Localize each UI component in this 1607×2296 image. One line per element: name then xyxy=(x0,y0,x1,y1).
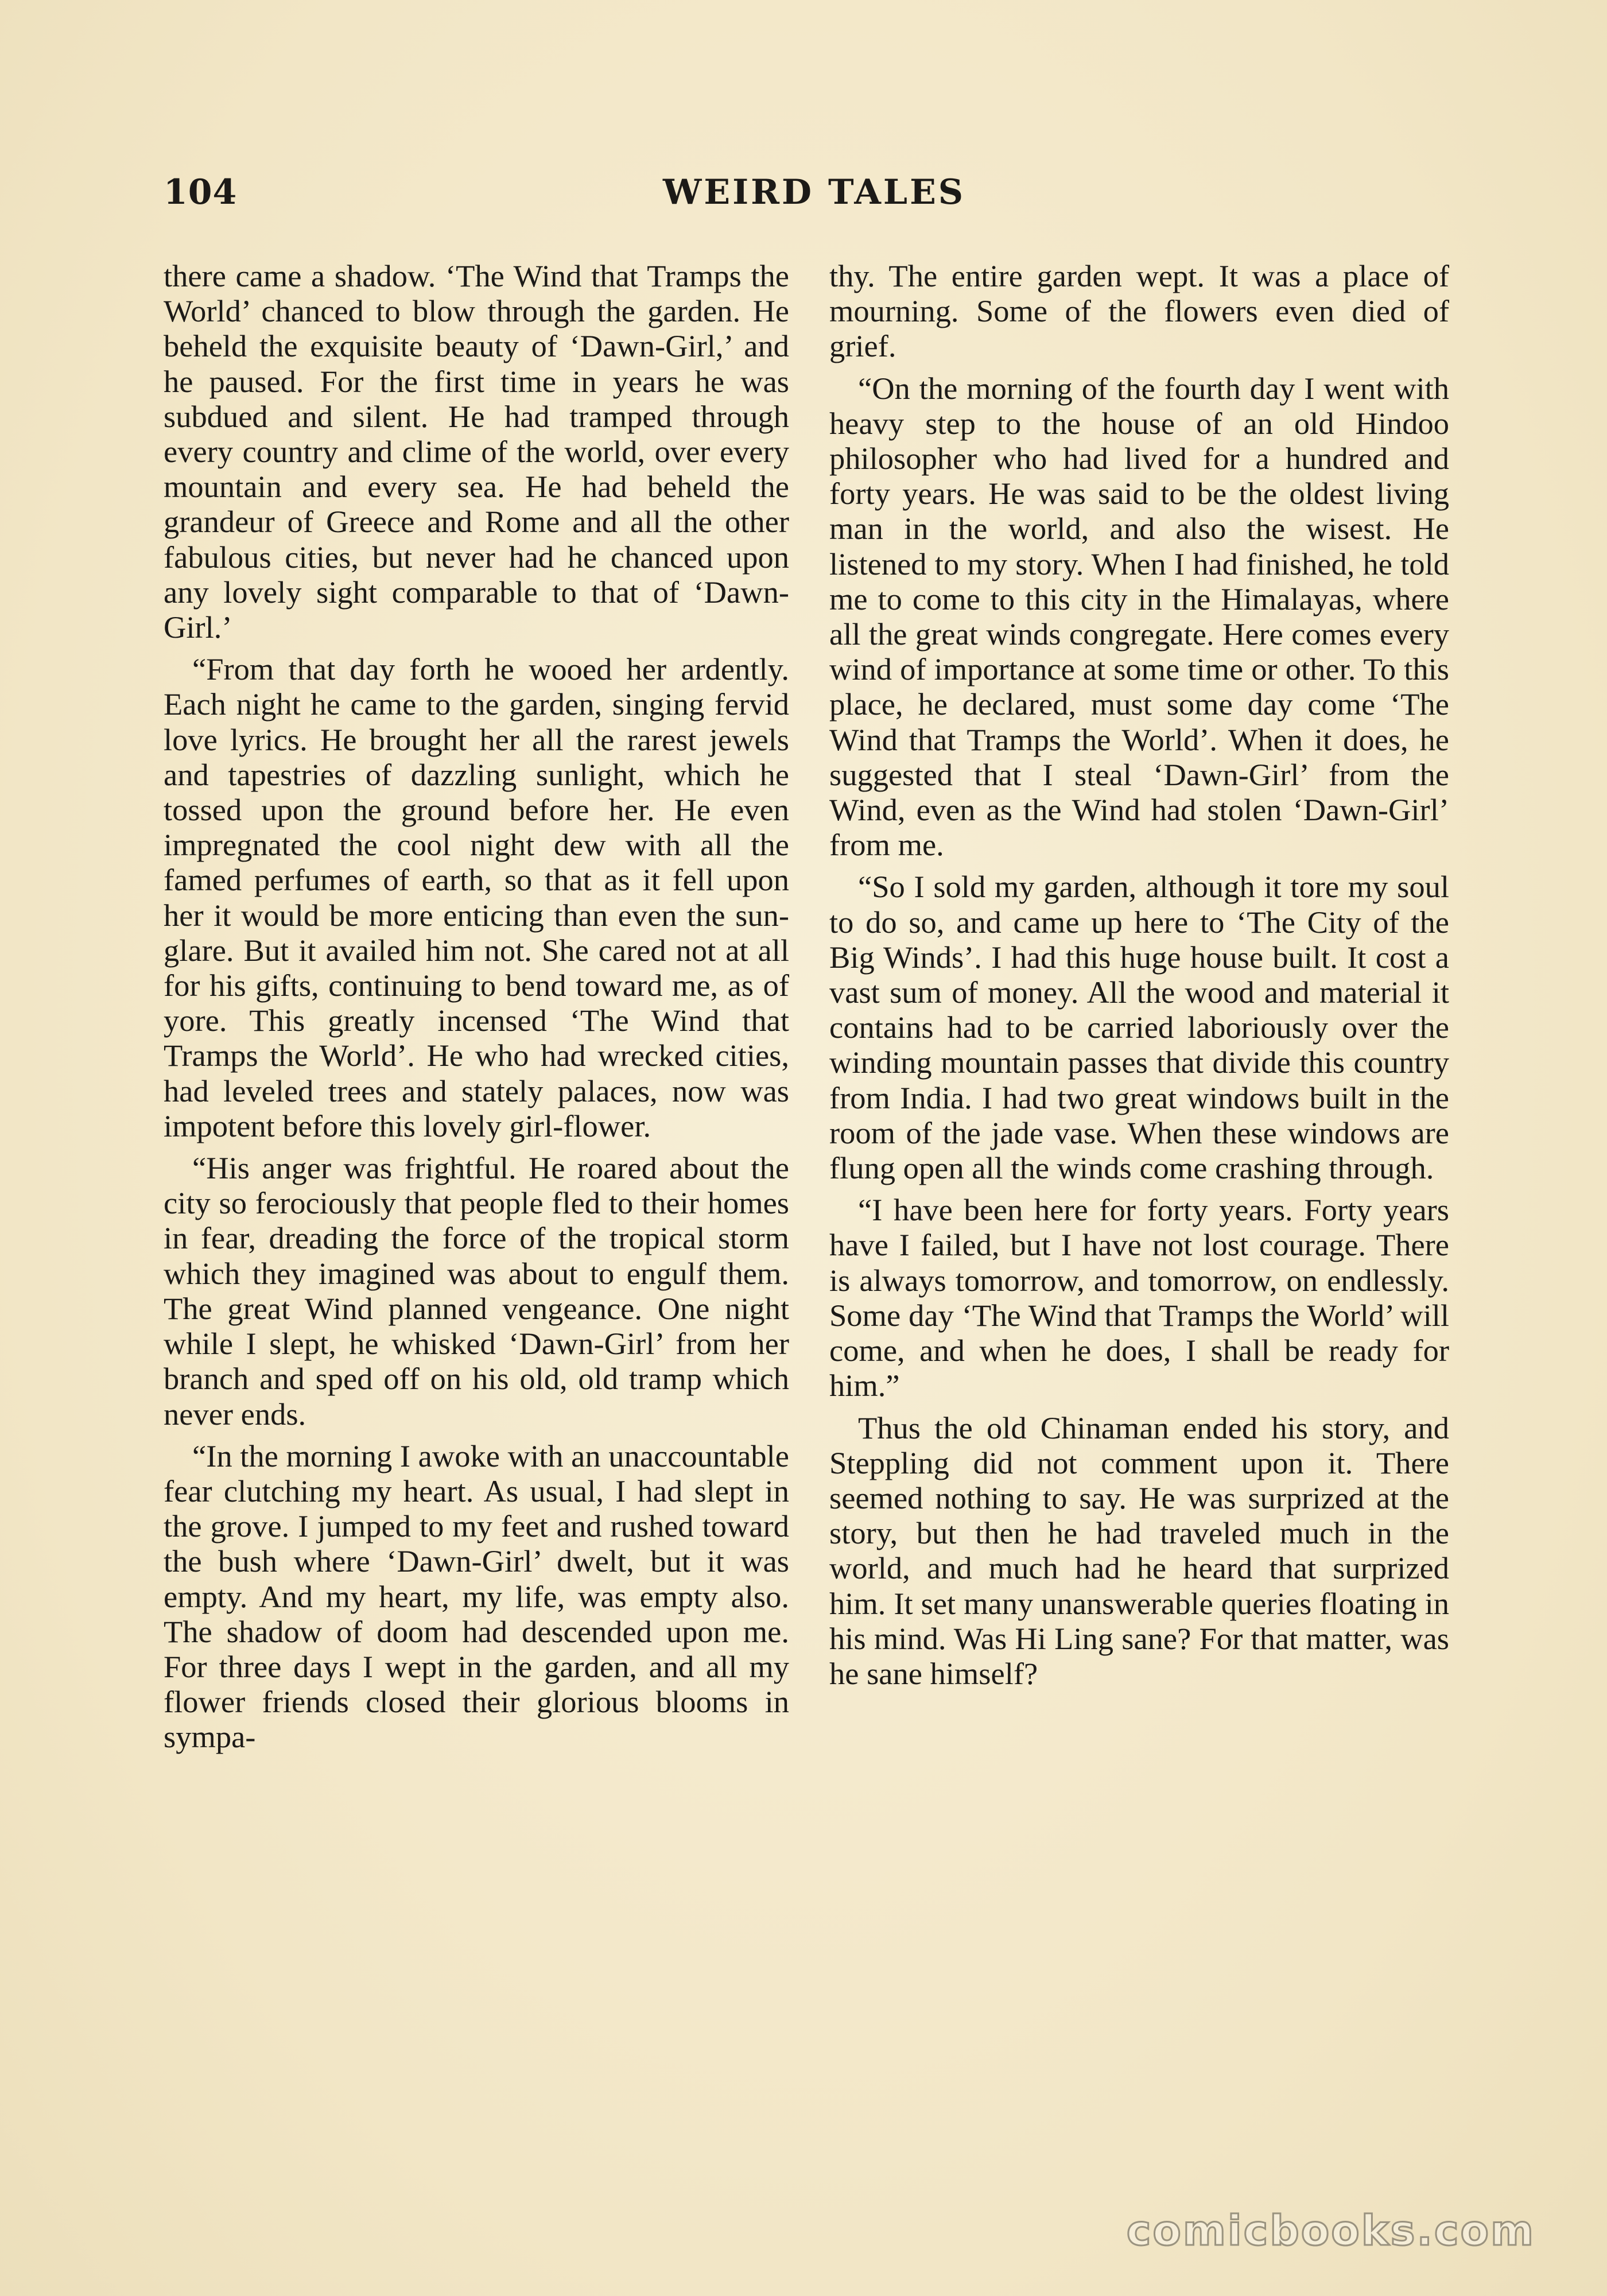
right-column xyxy=(829,258,1449,1698)
paragraph: there came a shadow. ‘The Wind that Tramps the World’ chanced to blow through the garden. He beheld the exquisite beauty of ‘Dawn-Girl,’ and he paused. For the first time in years he was subdued and silent. He had tramped through every country and clime of the world, over every mountain and every sea. He had beheld the grandeur of Greece and Rome and all the other fabulous cities, but never had he chanced upon any lovely sight comparable to that of ‘Dawn-Girl.’ xyxy=(164,258,789,645)
watermark: comicbooks.com xyxy=(1126,2206,1535,2255)
page-header xyxy=(164,172,1461,218)
page-number: 104 xyxy=(164,172,238,212)
paragraph: “I have been here for forty years. Forty years have I failed, but I have not lost courage. There is always tomorrow, and tomorrow, on endlessly. Some day ‘The Wind that Tramps the World’ will come, and when he does, I shall be ready for him.” xyxy=(829,1192,1449,1403)
paragraph: “So I sold my garden, although it tore my soul to do so, and came up here to ‘The City of the Big Winds’. I had this huge house built. It cost a vast sum of money. All the wood and material it contains had to be carried laboriously over the winding mountain passes that divide this country from India. I had two great windows built in the room of the jade vase. When these windows are flung open all the winds come crashing through. xyxy=(829,869,1449,1186)
paragraph: Thus the old Chinaman ended his story, and Steppling did not comment upon it. There seemed nothing to say. He was surprized at the story, but then he had traveled much in the world, and much had he heard that surprized him. It set many unanswerable queries floating in his mind. Was Hi Ling sane? For that matter, was he sane himself? xyxy=(829,1410,1449,1691)
left-column xyxy=(164,258,789,1762)
paragraph: “From that day forth he wooed her ardently. Each night he came to the garden, singing fervid love lyrics. He brought her all the rarest jewels and tapestries of dazzling sunlight, which he tossed upon the ground before her. He even impregnated the cool night dew with all the famed perfumes of earth, so that as it fell upon her it would be more enticing than even the sun-glare. But it availed him not. She cared not at all for his gifts, continuing to bend toward me, as of yore. This greatly incensed ‘The Wind that Tramps the World’. He who had wrecked cities, had leveled trees and stately palaces, now was impotent before this lovely girl-flower. xyxy=(164,651,789,1143)
running-head: WEIRD TALES xyxy=(663,172,966,212)
paragraph: “His anger was frightful. He roared about the city so ferociously that people fled to their homes in fear, dreading the force of the tropical storm which they imagined was about to engulf them. The great Wind planned vengeance. One night while I slept, he whisked ‘Dawn-Girl’ from her branch and sped off on his old, old tramp which never ends. xyxy=(164,1150,789,1432)
paragraph: “In the morning I awoke with an unaccountable fear clutching my heart. As usual, I had slept in the grove. I jumped to my feet and rushed toward the bush where ‘Dawn-Girl’ dwelt, but it was empty. And my heart, my life, was empty also. The shadow of doom had descended upon me. For three days I wept in the garden, and all my flower friends closed their glorious blooms in sympa- xyxy=(164,1438,789,1755)
paragraph: “On the morning of the fourth day I went with heavy step to the house of an old Hindoo philosopher who had lived for a hundred and forty years. He was said to be the oldest living man in the world, and also the wisest. He listened to my story. When I had finished, he told me to come to this city in the Himalayas, where all the great winds congregate. Here comes every wind of importance at some time or other. To this place, he declared, must some day come ‘The Wind that Tramps the World’. When it does, he suggested that I steal ‘Dawn-Girl’ from the Wind, even as the Wind had stolen ‘Dawn-Girl’ from me. xyxy=(829,370,1449,863)
paragraph: thy. The entire garden wept. It was a place of mourning. Some of the flowers even died of grief. xyxy=(829,258,1449,364)
